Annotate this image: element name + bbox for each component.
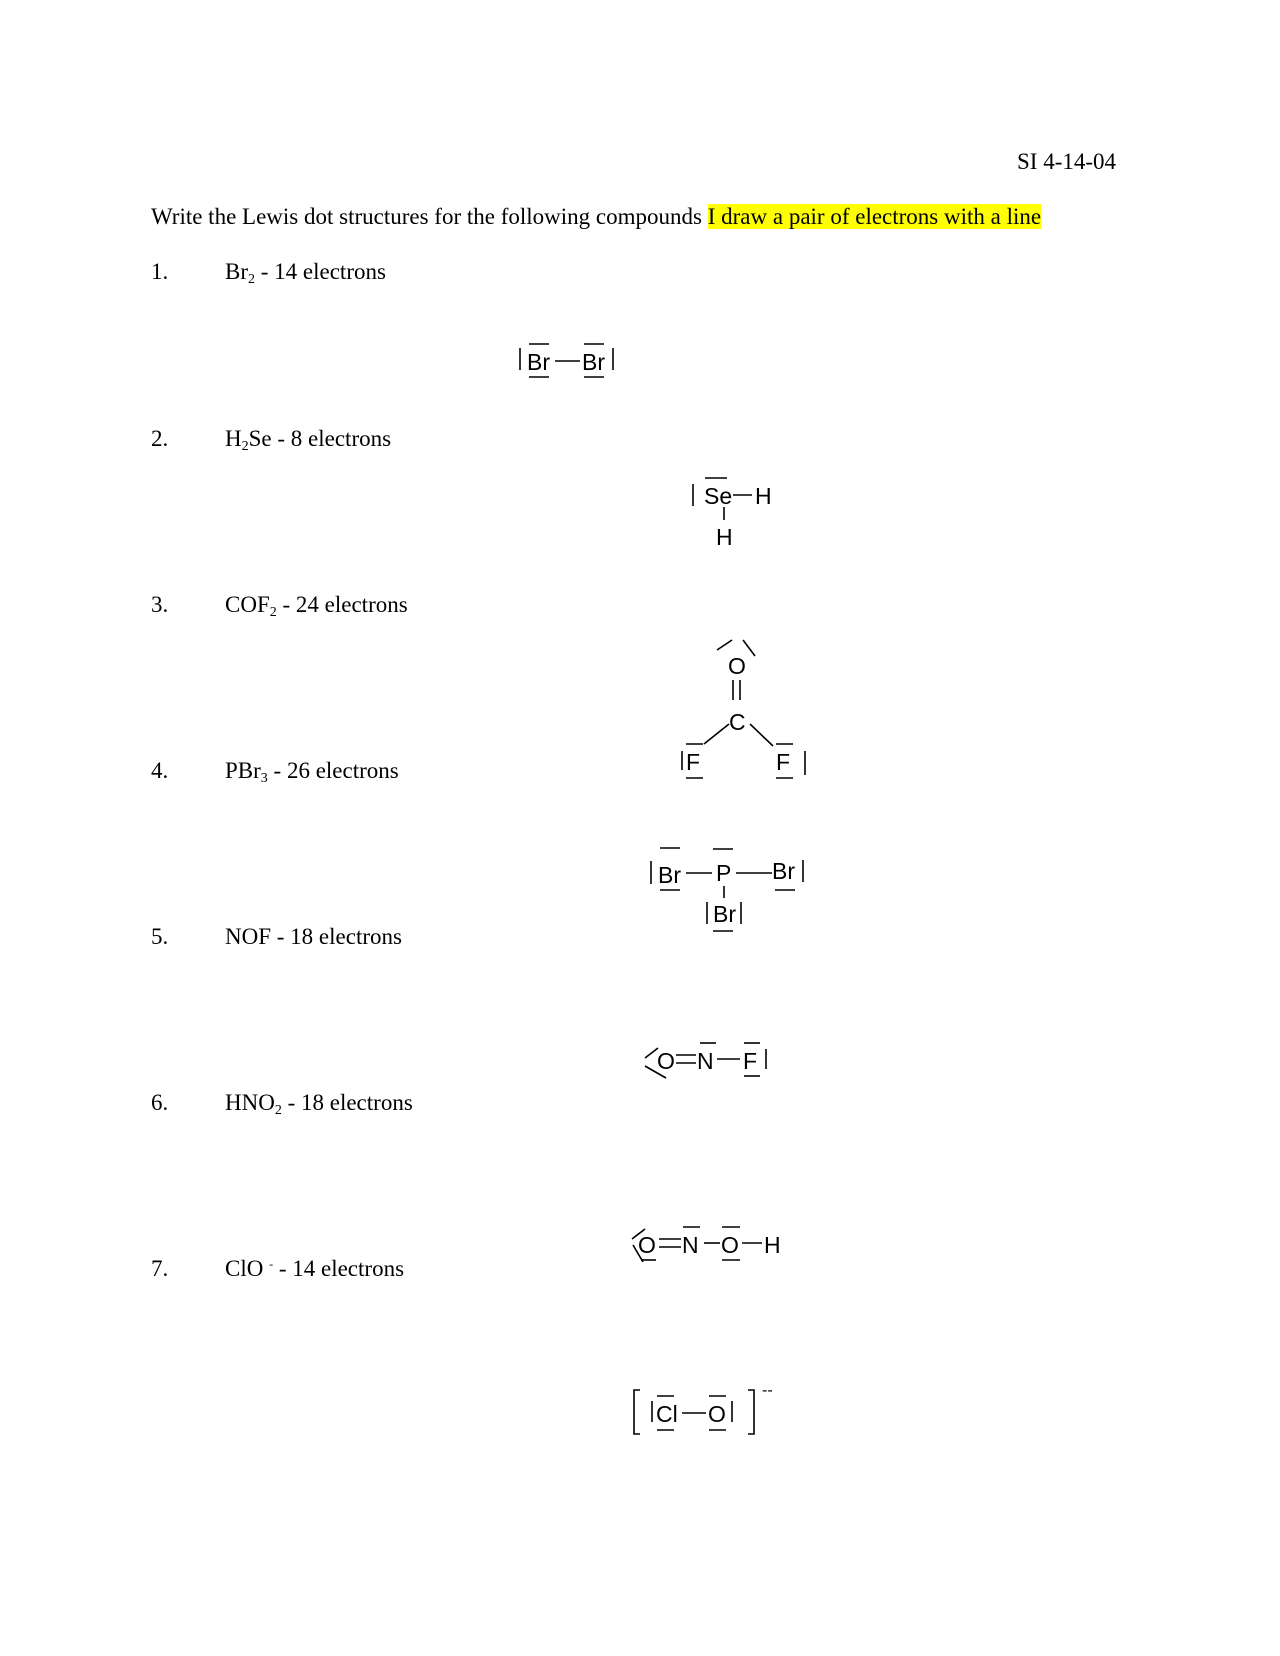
hno2-atom-o-left: O (638, 1232, 656, 1258)
h2se-atom-se: Se (704, 483, 733, 509)
nof-atom-o: O (657, 1048, 675, 1074)
clo-atom-cl: Cl (656, 1401, 678, 1427)
pbr3-atom-br-bottom: Br (713, 901, 736, 927)
problem-number-2: 2. (151, 426, 169, 451)
cof2-atom-f-right: F (776, 749, 791, 775)
problem-number-5: 5. (151, 924, 169, 949)
structure-h2se (693, 478, 772, 550)
structure-cof2 (682, 640, 805, 778)
problem-formula-6: $HNO_2 - 18$ electrons (225, 1090, 413, 1118)
structure-br2 (520, 344, 613, 377)
problem-number-7: 7. (151, 1256, 169, 1281)
clo-atom-o: O (708, 1401, 726, 1427)
problem-formula-4: PBr$_3$ - 26 electrons (225, 758, 399, 786)
h2se-atom-h2: H (716, 524, 733, 550)
structure-pbr3 (651, 848, 803, 931)
nof-atom-f: F (743, 1048, 758, 1074)
highlighted-note: I draw a pair of electrons with a line (707, 204, 1042, 229)
br2-atom-right: Br (582, 349, 605, 375)
hno2-atom-h: H (764, 1232, 781, 1258)
problem-formula-1: $Br_2 - 14$ electrons (225, 259, 386, 287)
problem-number-4: 4. (151, 758, 169, 783)
structure-hno2 (632, 1227, 781, 1262)
problem-formula-5: NOF - 18 electrons (225, 924, 402, 949)
br2-atom-left: Br (527, 349, 550, 375)
problem-number-1: 1. (151, 259, 169, 284)
hno2-atom-o-right: O (721, 1232, 739, 1258)
nof-atom-n: N (697, 1048, 714, 1074)
cof2-atom-o: O (728, 653, 746, 679)
problem-number-6: 6. (151, 1090, 169, 1115)
clo-bracket-left (634, 1390, 640, 1434)
problem-formula-2: $H_2Se - 8$ electrons (225, 426, 392, 454)
pbr3-atom-p: P (716, 860, 732, 886)
hno2-atom-n: N (682, 1232, 699, 1258)
pbr3-atom-br-left: Br (658, 862, 681, 888)
clo-bracket-right (748, 1390, 754, 1434)
document-id: SI 4-14-04 (1017, 149, 1117, 174)
cof2-atom-c: C (729, 709, 746, 735)
pbr3-atom-br-right: Br (772, 858, 795, 884)
problem-formula-3: $COF_2 - 24$ electrons (225, 592, 408, 620)
structure-nof (645, 1043, 766, 1078)
cof2-atom-f-left: F (686, 749, 701, 775)
h2se-atom-h1: H (755, 483, 772, 509)
problem-formula-7: ClO - - 14 electrons (225, 1256, 405, 1281)
structure-clo (634, 1382, 773, 1434)
problem-number-3: 3. (151, 592, 169, 617)
clo-charge: -- (762, 1382, 773, 1399)
instructions-text: Write the Lewis dot structures for the following compounds (151, 204, 702, 229)
